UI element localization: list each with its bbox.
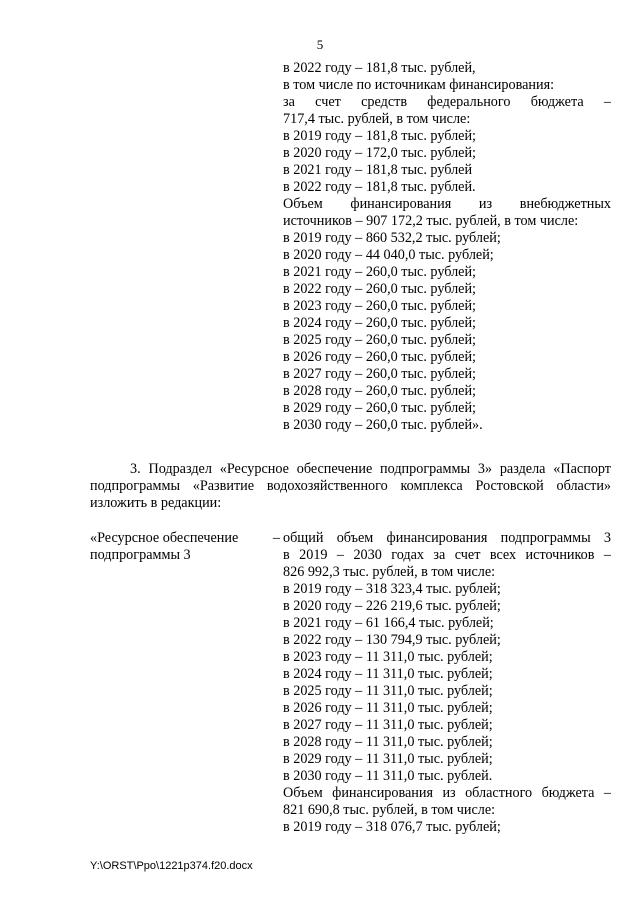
text-line: в 2022 году – 260,0 тыс. рублей; [283, 281, 476, 297]
text-line: в 2030 году – 11 311,0 тыс. рублей. [283, 768, 493, 784]
text-line: 821 690,8 тыс. рублей, в том числе: [283, 802, 496, 818]
text-line: в 2030 году – 260,0 тыс. рублей». [283, 417, 483, 433]
text-line: в 2019 году – 860 532,2 тыс. рублей; [283, 230, 501, 246]
text-line: в 2025 году – 11 311,0 тыс. рублей; [283, 683, 493, 699]
text-line: в 2022 году – 181,8 тыс. рублей, [283, 60, 476, 76]
text-line: в 2020 году – 172,0 тыс. рублей; [283, 145, 476, 161]
text-line: в 2024 году – 260,0 тыс. рублей; [283, 315, 476, 331]
text-line: в 2025 году – 260,0 тыс. рублей; [283, 332, 476, 348]
section-heading-line: 3. Подраздел «Ресурсное обеспечение подпрограммы 3» раздела «Паспорт [130, 461, 611, 477]
text-line: в 2022 году – 130 794,9 тыс. рублей; [283, 632, 501, 648]
section-heading-line: изложить в редакции: [90, 495, 222, 511]
text-line: 826 992,3 тыс. рублей, в том числе: [283, 564, 496, 580]
text-line: в 2026 году – 11 311,0 тыс. рублей; [283, 700, 493, 716]
text-line: в 2020 году – 44 040,0 тыс. рублей; [283, 247, 494, 263]
resource-label-dash: – [272, 530, 280, 546]
text-line: в 2019 году – 318 076,7 тыс. рублей; [283, 819, 501, 835]
text-line: в 2020 году – 226 219,6 тыс. рублей; [283, 598, 501, 614]
bottom-text-block [283, 530, 611, 836]
text-line: за счет средств федерального бюджета – [283, 94, 611, 110]
page-number: 5 [316, 37, 324, 52]
text-line: в 2027 году – 11 311,0 тыс. рублей; [283, 717, 493, 733]
text-line: в 2019 году – 318 323,4 тыс. рублей; [283, 581, 501, 597]
resource-label-line: подпрограммы 3 [90, 547, 191, 563]
resource-label [90, 530, 280, 564]
text-line: в 2028 году – 260,0 тыс. рублей; [283, 383, 476, 399]
footer-file-path: Y:\ORST\Ppo\1221p374.f20.docx [90, 860, 253, 872]
text-line: в 2029 году – 11 311,0 тыс. рублей; [283, 751, 493, 767]
text-line: в том числе по источникам финансирования: [283, 77, 555, 93]
text-line: в 2022 году – 181,8 тыс. рублей. [283, 179, 476, 195]
text-line: в 2021 году – 61 166,4 тыс. рублей; [283, 615, 494, 631]
section-heading-line: подпрограммы «Развитие водохозяйственного комплекса Ростовской области» [90, 478, 611, 494]
text-line: в 2029 году – 260,0 тыс. рублей; [283, 400, 476, 416]
text-line: Объем финансирования из внебюджетных [283, 196, 611, 212]
text-line: в 2024 году – 11 311,0 тыс. рублей; [283, 666, 493, 682]
text-line: источников – 907 172,2 тыс. рублей, в том числе: [283, 213, 579, 229]
text-line: в 2026 году – 260,0 тыс. рублей; [283, 349, 476, 365]
top-text-block [283, 60, 611, 434]
text-line: в 2028 году – 11 311,0 тыс. рублей; [283, 734, 493, 750]
text-line: в 2027 году – 260,0 тыс. рублей; [283, 366, 476, 382]
text-line: в 2019 году – 181,8 тыс. рублей; [283, 128, 476, 144]
text-line: 717,4 тыс. рублей, в том числе: [283, 111, 471, 127]
text-line: общий объем финансирования подпрограммы 3 [283, 530, 611, 546]
text-line: в 2019 – 2030 годах за счет всех источников – [283, 547, 611, 563]
text-line: в 2021 году – 260,0 тыс. рублей; [283, 264, 476, 280]
section-heading [90, 461, 611, 512]
resource-label-line: «Ресурсное обеспечение [90, 530, 239, 546]
text-line: Объем финансирования из областного бюджета – [283, 785, 611, 801]
text-line: в 2023 году – 11 311,0 тыс. рублей; [283, 649, 493, 665]
text-line: в 2021 году – 181,8 тыс. рублей [283, 162, 473, 178]
text-line: в 2023 году – 260,0 тыс. рублей; [283, 298, 476, 314]
